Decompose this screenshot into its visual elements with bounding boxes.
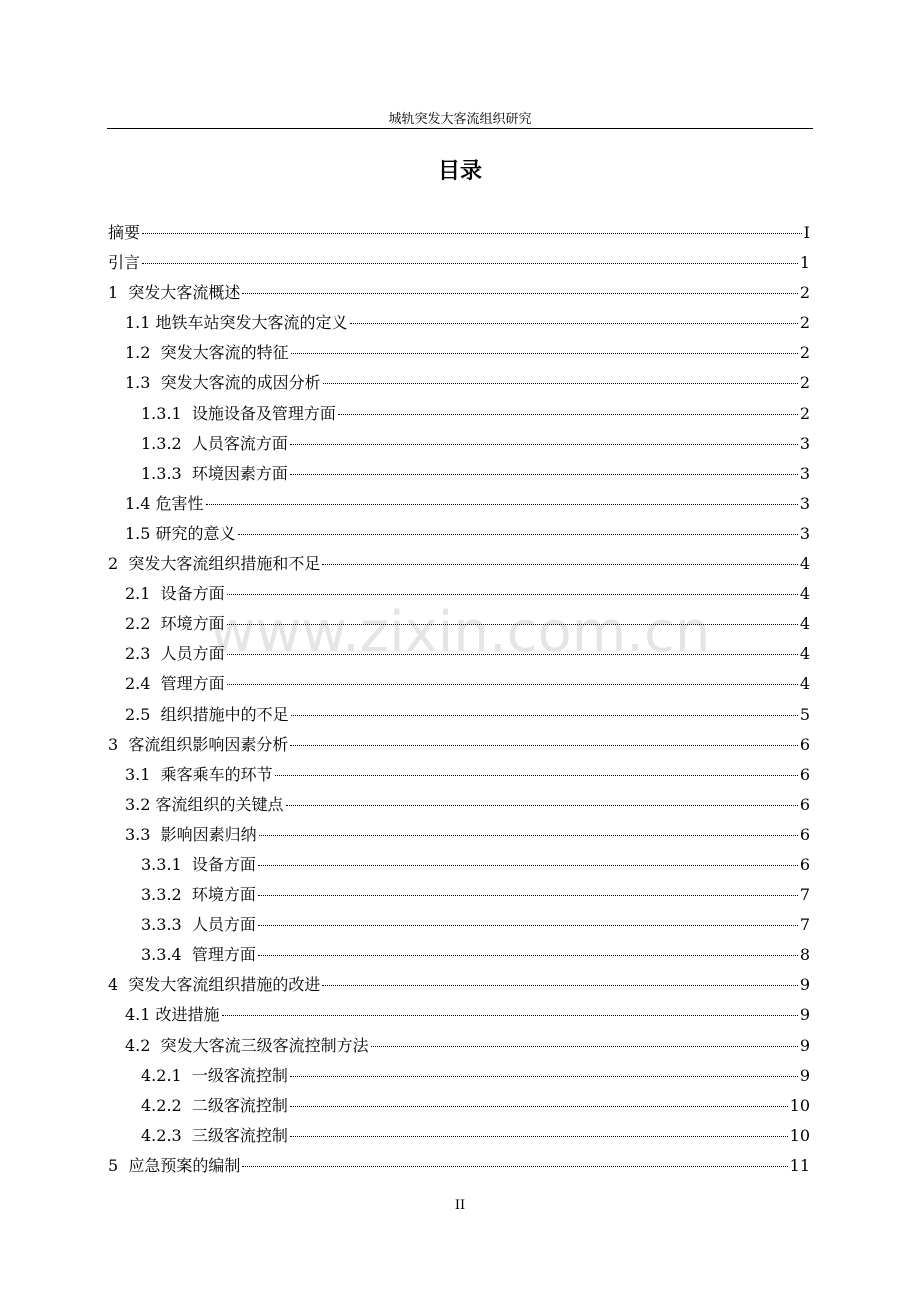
watermark: www.zixin.com.cn [209,600,711,665]
dot-leader [222,1015,798,1016]
toc-entry[interactable] [108,730,810,760]
toc-entry-page: 4 [799,584,810,604]
dot-leader [290,1136,788,1137]
dot-leader [291,353,798,354]
toc-entry-number: 2.3 [125,644,151,664]
toc-entry[interactable] [108,308,810,338]
toc-entry-number: 1.3.3 [141,463,182,483]
dot-leader [242,1166,787,1167]
toc-entry-title: 客流组织影响因素分析 [128,734,289,754]
toc-entry-page: 6 [799,794,810,814]
toc-entry[interactable] [108,669,810,699]
toc-entry-page: 7 [799,915,810,935]
dot-leader [258,955,798,956]
toc-entry[interactable] [108,248,810,278]
toc-entry-number: 1.3 [125,373,151,393]
toc-entry-page: 6 [799,854,810,874]
toc-entry[interactable] [108,399,810,429]
toc-entry-page: 9 [799,1035,810,1055]
dot-leader [322,985,797,986]
toc-entry[interactable] [108,1061,810,1091]
dot-leader [371,1046,798,1047]
toc-entry-number: 3.2 [125,794,151,814]
toc-entry-title: 环境因素方面 [191,463,288,483]
toc-entry[interactable] [108,1091,810,1121]
toc-entry-title: 人员方面 [191,915,256,935]
toc-entry[interactable] [108,218,810,248]
toc-entry-page: 4 [799,554,810,574]
toc-entry-page: 10 [789,1095,810,1115]
toc-entry-number: 3.3.4 [141,945,182,965]
toc-entry-title: 改进措施 [155,1005,220,1025]
toc-entry-title: 三级客流控制 [191,1125,288,1145]
toc-entry[interactable] [108,459,810,489]
toc-entry[interactable] [108,1121,810,1151]
toc-entry[interactable] [108,368,810,398]
toc-entry[interactable] [108,790,810,820]
toc-entry-number: 4.1 [125,1005,151,1025]
toc-entry[interactable] [108,760,810,790]
toc-entry-number: 2.1 [125,584,151,604]
toc-entry-number: 3.1 [125,764,151,784]
header-rule [107,128,813,129]
dot-leader [350,323,798,324]
toc-entry-title: 环境方面 [191,885,256,905]
toc-entry-number: 1.4 [125,493,151,513]
dot-leader [290,745,797,746]
dot-leader [142,263,798,264]
toc-entry-number: 3 [108,734,119,754]
toc-entry-title: 设备方面 [160,584,225,604]
dot-leader [142,233,802,234]
toc-entry-title: 引言 [108,253,141,273]
dot-leader [290,474,798,475]
toc-entry-page: 9 [799,975,810,995]
toc-entry[interactable] [108,970,810,1000]
toc-entry-page: 7 [799,885,810,905]
dot-leader [290,1076,798,1077]
toc-entry-page: 11 [789,1155,810,1175]
dot-leader [227,624,798,625]
toc-entry[interactable] [108,519,810,549]
dot-leader [206,504,798,505]
toc-entry[interactable] [108,850,810,880]
toc-entry[interactable] [108,489,810,519]
toc-list [108,218,810,1181]
toc-entry-title: 突发大客流组织措施和不足 [128,554,321,574]
toc-entry-page: 9 [799,1005,810,1025]
toc-entry-title: 管理方面 [191,945,256,965]
toc-entry-title: 突发大客流的特征 [160,343,289,363]
dot-leader [258,895,798,896]
toc-entry-title: 组织措施中的不足 [160,704,289,724]
toc-entry[interactable] [108,278,810,308]
toc-entry-page: 10 [789,1125,810,1145]
dot-leader [322,564,797,565]
toc-entry[interactable] [108,700,810,730]
dot-leader [227,594,798,595]
toc-entry-title: 突发大客流概述 [128,283,241,303]
toc-entry[interactable] [108,639,810,669]
toc-entry-page: 2 [799,343,810,363]
toc-entry-page: 4 [799,674,810,694]
toc-entry-title: 设备方面 [191,854,256,874]
toc-entry-page: 6 [799,734,810,754]
toc-title: 目录 [437,159,482,184]
toc-entry-page: 2 [799,373,810,393]
toc-entry[interactable] [108,1031,810,1061]
toc-entry-page: 3 [799,493,810,513]
page-number: II [454,1198,466,1213]
dot-leader [227,684,798,685]
dot-leader [323,383,798,384]
toc-entry-number: 3.3.3 [141,915,182,935]
toc-entry-title: 人员方面 [160,644,225,664]
toc-entry-title: 设施设备及管理方面 [191,403,336,423]
toc-entry-title: 人员客流方面 [191,433,288,453]
toc-entry[interactable] [108,429,810,459]
toc-entry[interactable] [108,820,810,850]
toc-entry[interactable] [108,338,810,368]
dot-leader [227,654,798,655]
toc-entry-number: 4.2.3 [141,1125,182,1145]
toc-entry-page: 4 [799,614,810,634]
dot-leader [290,444,798,445]
toc-entry-number: 1.3.2 [141,433,182,453]
toc-entry-title: 摘要 [108,223,141,242]
dot-leader [259,835,798,836]
toc-entry-number: 2 [108,554,119,574]
toc-entry-title: 二级客流控制 [191,1095,288,1115]
dot-leader [290,1106,788,1107]
toc-entry-number: 1.3.1 [141,403,182,423]
toc-entry-page: 6 [799,824,810,844]
toc-entry[interactable] [108,910,810,940]
toc-entry-number: 4.2 [125,1035,151,1055]
toc-entry-number: 4 [108,975,119,995]
toc-entry-number: 2.4 [125,674,151,694]
dot-leader [258,865,798,866]
toc-entry-page: 6 [799,764,810,784]
toc-entry-title: 突发大客流三级客流控制方法 [160,1035,369,1055]
toc-entry-title: 突发大客流的成因分析 [160,373,321,393]
toc-entry-number: 2.5 [125,704,151,724]
toc-entry-title: 客流组织的关键点 [155,794,284,814]
running-header: 城轨突发大客流组织研究 [388,112,532,127]
toc-entry-page: 3 [799,463,810,483]
toc-entry-title: 地铁车站突发大客流的定义 [155,313,348,333]
dot-leader [291,715,798,716]
toc-entry[interactable] [108,880,810,910]
dot-leader [338,414,798,415]
toc-entry-title: 环境方面 [160,614,225,634]
toc-entry-title: 管理方面 [160,674,225,694]
toc-entry-number: 2.2 [125,614,151,634]
toc-entry[interactable] [108,609,810,639]
toc-entry-number: 1.5 [125,523,151,543]
toc-entry-number: 1.1 [125,313,151,333]
toc-entry-page: 2 [799,283,810,303]
toc-entry-page: 2 [799,403,810,423]
toc-entry-number: 3.3.1 [141,854,182,874]
toc-entry-number: 3.3 [125,824,151,844]
toc-entry-title: 突发大客流组织措施的改进 [128,975,321,995]
toc-entry-number: 1 [108,283,119,303]
dot-leader [275,775,798,776]
toc-entry-number: 5 [108,1155,119,1175]
toc-entry-title: 危害性 [155,493,204,513]
toc-entry-page: I [803,223,810,242]
toc-entry-number: 4.2.2 [141,1095,182,1115]
toc-entry-page: 4 [799,644,810,664]
toc-entry-page: 3 [799,433,810,453]
toc-entry[interactable] [108,1151,810,1181]
toc-entry-page: 1 [799,253,810,273]
toc-entry[interactable] [108,1000,810,1030]
toc-entry-title: 一级客流控制 [191,1065,288,1085]
toc-entry-page: 3 [799,523,810,543]
toc-entry-number: 4.2.1 [141,1065,182,1085]
toc-entry-title: 应急预案的编制 [128,1155,241,1175]
toc-entry-page: 9 [799,1065,810,1085]
toc-entry[interactable] [108,549,810,579]
toc-entry-number: 1.2 [125,343,151,363]
toc-entry-page: 8 [799,945,810,965]
toc-entry[interactable] [108,579,810,609]
toc-entry-title: 乘客乘车的环节 [160,764,273,784]
toc-entry-page: 2 [799,313,810,333]
dot-leader [242,293,797,294]
dot-leader [238,534,798,535]
toc-entry-title: 研究的意义 [155,523,236,543]
toc-entry-number: 3.3.2 [141,885,182,905]
dot-leader [286,805,798,806]
toc-entry-page: 5 [799,704,810,724]
dot-leader [258,925,798,926]
toc-entry[interactable] [108,940,810,970]
toc-entry-title: 影响因素归纳 [160,824,257,844]
